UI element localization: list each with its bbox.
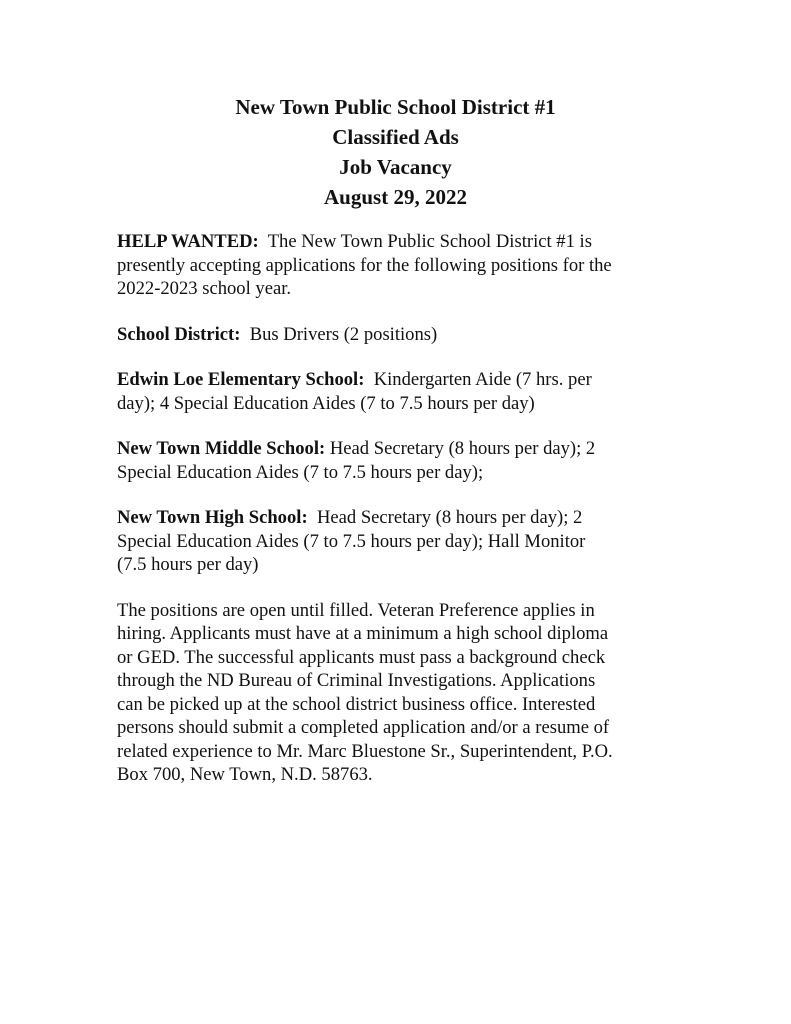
details-line: related experience to Mr. Marc Bluestone Sr., Superintendent, P.O. xyxy=(117,740,613,762)
high-school-paragraph xyxy=(117,506,677,577)
school-district-text: Bus Drivers (2 positions) xyxy=(249,323,438,345)
district-title: New Town Public School District #1 xyxy=(235,95,556,119)
details-line: Box 700, New Town, N.D. 58763. xyxy=(117,764,373,785)
high-school-text-2: Special Education Aides (7 to 7.5 hours per day); Hall Monitor xyxy=(117,530,586,552)
edwin-loe-paragraph xyxy=(117,368,677,415)
details-line: The positions are open until filled. Veteran Preference applies in xyxy=(117,599,595,621)
edwin-loe-label: Edwin Loe Elementary School: xyxy=(117,369,365,390)
details-line: persons should submit a completed application and/or a resume of xyxy=(117,717,610,738)
date-title: August 29, 2022 xyxy=(324,185,467,209)
middle-school-text-1: Head Secretary (8 hours per day); 2 xyxy=(329,438,596,459)
classified-ads-title: Classified Ads xyxy=(332,125,459,149)
details-line: can be picked up at the school district business office. Interested xyxy=(117,693,596,715)
middle-school-paragraph xyxy=(117,437,677,484)
job-vacancy-title: Job Vacancy xyxy=(339,155,452,179)
edwin-loe-text-2: day); 4 Special Education Aides (7 to 7.5 hours per day) xyxy=(117,392,535,414)
details-line: hiring. Applicants must have at a minimum a high school diploma xyxy=(117,623,609,644)
document-body xyxy=(117,230,677,809)
high-school-text-3: (7.5 hours per day) xyxy=(117,554,259,575)
details-line: or GED. The successful applicants must pass a background check xyxy=(117,646,606,668)
help-wanted-paragraph xyxy=(117,230,677,301)
document-header xyxy=(0,92,791,212)
help-wanted-text-1: The New Town Public School District #1 is xyxy=(267,231,592,252)
school-district-label: School District: xyxy=(117,323,241,345)
school-district-paragraph xyxy=(117,323,677,347)
high-school-text-1: Head Secretary (8 hours per day); 2 xyxy=(316,507,583,528)
edwin-loe-text-1: Kindergarten Aide (7 hrs. per xyxy=(373,369,592,390)
middle-school-text-2: Special Education Aides (7 to 7.5 hours per day); xyxy=(117,461,484,483)
help-wanted-label: HELP WANTED: xyxy=(117,231,259,252)
middle-school-label: New Town Middle School: xyxy=(117,438,326,459)
help-wanted-text-2: presently accepting applications for the following positions for the xyxy=(117,254,612,276)
high-school-label: New Town High School: xyxy=(117,507,308,528)
help-wanted-text-3: 2022-2023 school year. xyxy=(117,278,292,299)
details-line: through the ND Bureau of Criminal Investigations. Applications xyxy=(117,670,596,691)
details-paragraph xyxy=(117,599,677,787)
